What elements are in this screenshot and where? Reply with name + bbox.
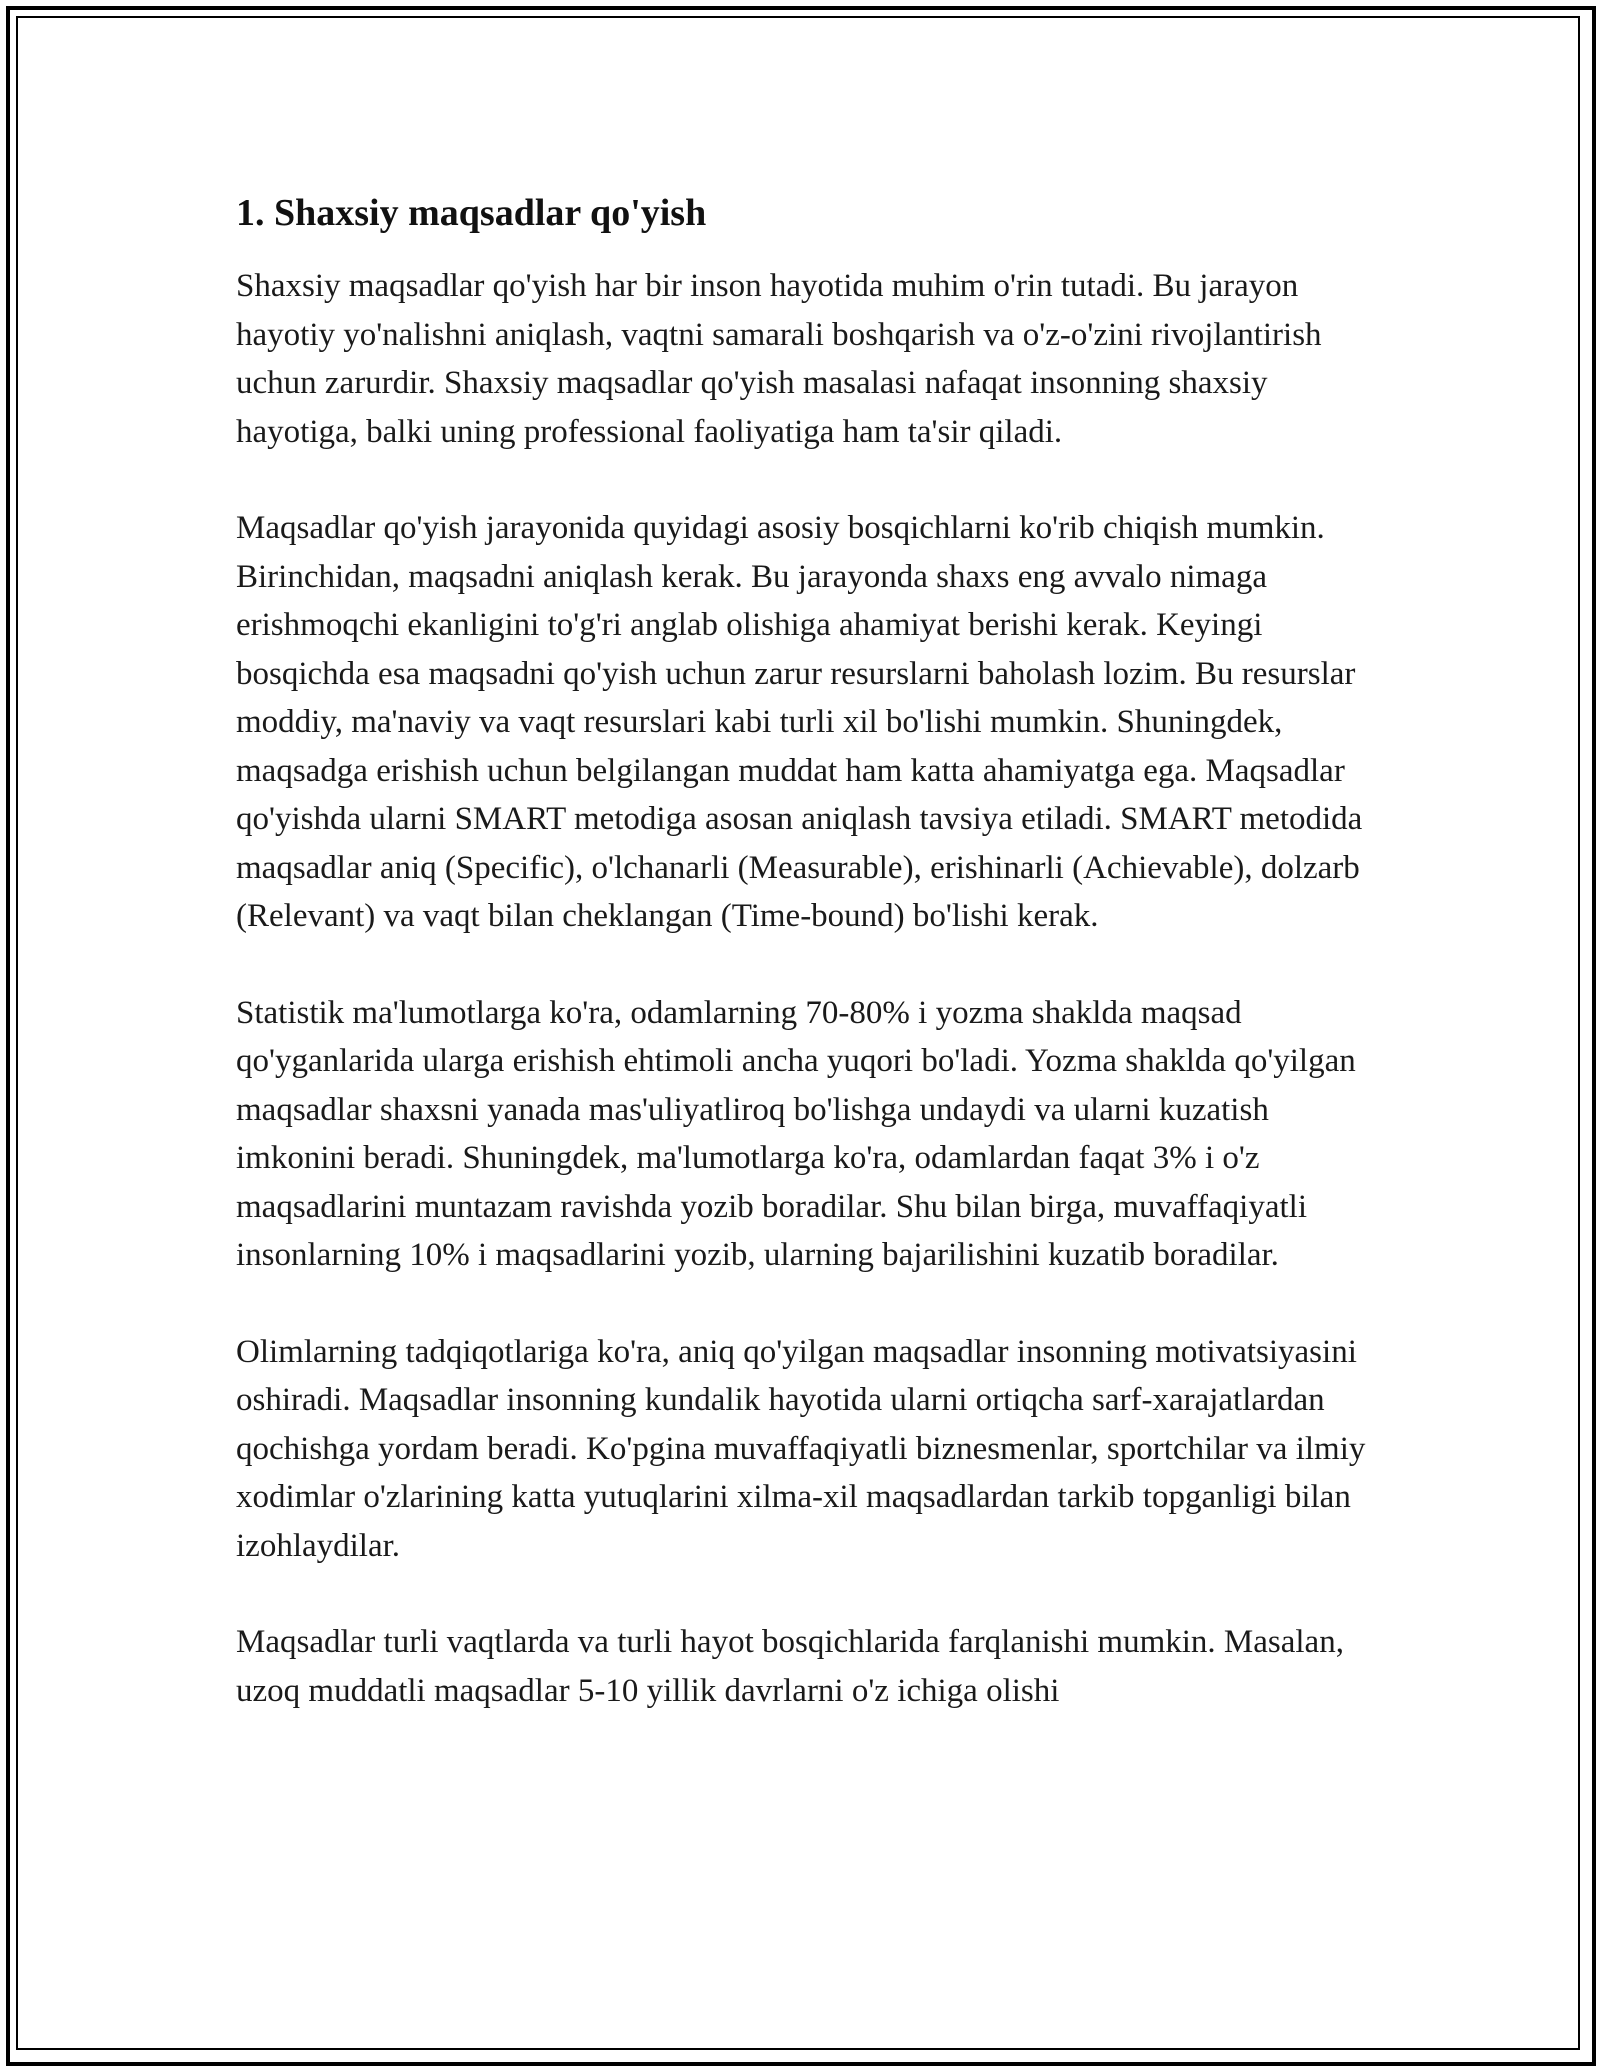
paragraph-stages: Maqsadlar qo'yish jarayonida quyidagi asosiy bosqichlarni ko'rib chiqish mumkin. Birinchidan, maqsadni aniqlash kerak. Bu jarayonda shaxs eng avvalo nimaga erishmoqchi ekanligini to'g'ri anglab olishiga ahamiyat berishi kerak. Keyingi bosqichda esa maqsadni qo'yish uchun zarur resurslarni baholash lozim. Bu resurslar moddiy, ma'naviy va vaqt resurslari kabi turli xil bo'lishi mumkin. Shuningdek, maqsadga erishish uchun belgilangan muddat ham katta ahamiyatga ega. Maqsadlar qo'yishda ularni SMART metodiga asosan aniqlash tavsiya etiladi. SMART metodida maqsadlar aniq (Specific), o'lchanarli (Measurable), erishinarli (Achievable), dolzarb (Relevant) va vaqt bilan cheklangan (Time-bound) bo'lishi kerak.: [236, 510, 1363, 934]
document-body: [236, 188, 1386, 1763]
paragraph-statistics: Statistik ma'lumotlarga ko'ra, odamlarning 70-80% i yozma shaklda maqsad qo'yganlarida ularga erishish ehtimoli ancha yuqori bo'ladi. Yozma shaklda qo'yilgan maqsadlar shaxsni yanada mas'uliyatliroq bo'lishga undaydi va ularni kuzatish imkonini beradi. Shuningdek, ma'lumotlarga ko'ra, odamlardan faqat 3% i o'z maqsadlarini muntazam ravishda yozib boradilar. Shu bilan birga, muvaffaqiyatli insonlarning 10% i maqsadlarini yozib, ularning bajarilishini kuzatib boradilar.: [236, 994, 1356, 1273]
paragraph-time-horizons: Maqsadlar turli vaqtlarda va turli hayot bosqichlarida farqlanishi mumkin. Masalan, uzoq muddatli maqsadlar 5-10 yillik davrlarni o'z ichiga olishi: [236, 1624, 1344, 1709]
paragraph-intro: Shaxsiy maqsadlar qo'yish har bir inson hayotida muhim o'rin tutadi. Bu jarayon hayotiy yo'nalishni aniqlash, vaqtni samarali boshqarish va o'z-o'zini rivojlantirish uchun zarurdir. Shaxsiy maqsadlar qo'yish masalasi nafaqat insonning shaxsiy hayotiga, balki uning professional faoliyatiga ham ta'sir qiladi.: [236, 268, 1322, 450]
paragraph-research: Olimlarning tadqiqotlariga ko'ra, aniq qo'yilgan maqsadlar insonning motivatsiyasini oshiradi. Maqsadlar insonning kundalik hayotida ularni ortiqcha sarf-xarajatlardan qochishga yordam beradi. Ko'pgina muvaffaqiyatli biznesmenlar, sportchilar va ilmiy xodimlar o'zlarining katta yutuqlarini xilma-xil maqsadlardan tarkib topganligi bilan izohlaydilar.: [236, 1333, 1366, 1564]
section-heading: 1. Shaxsiy maqsadlar qo'yish: [236, 192, 707, 234]
